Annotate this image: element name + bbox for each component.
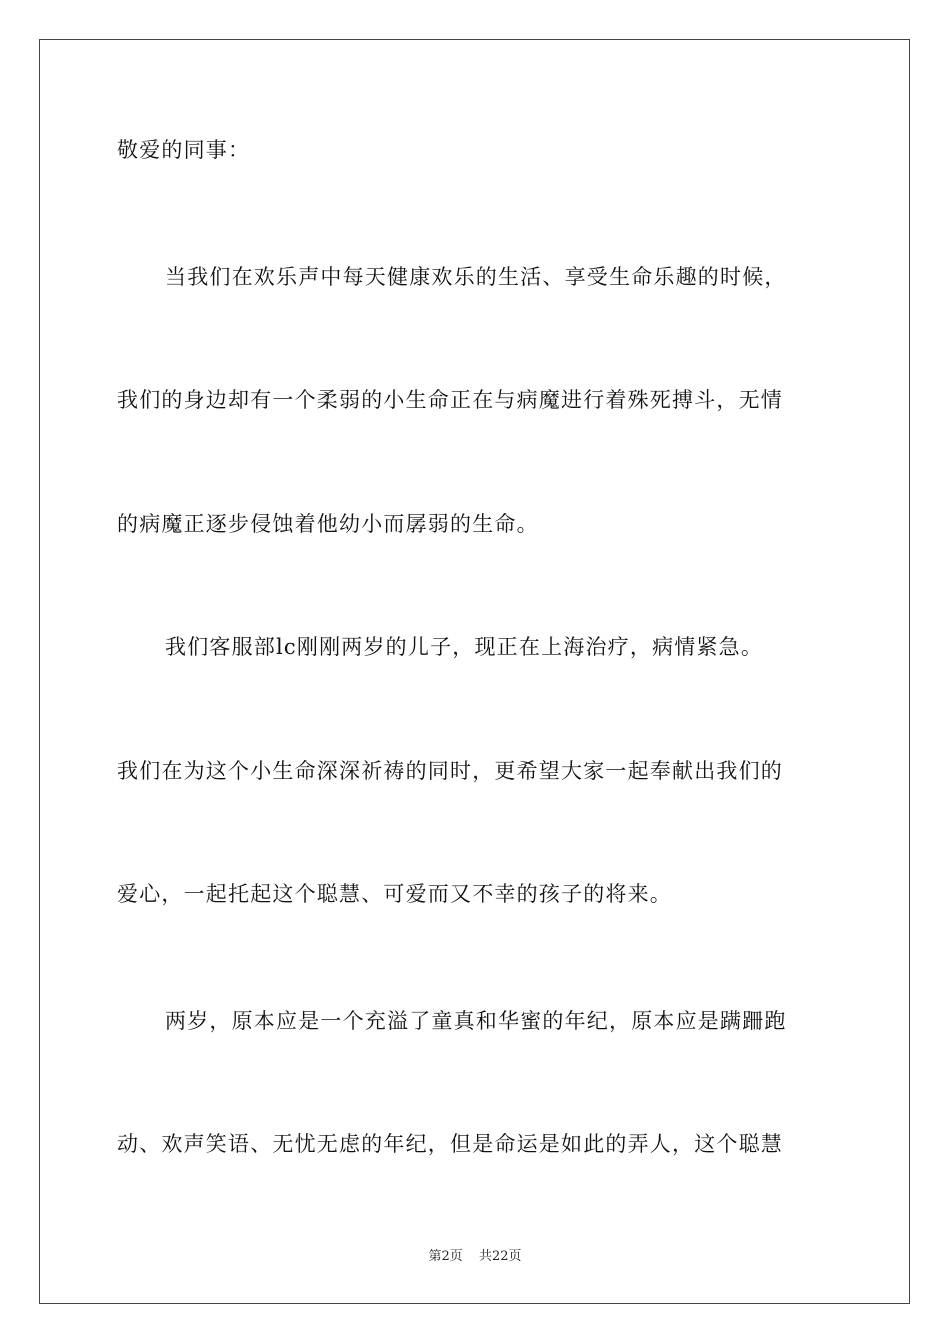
paragraph-line: 当我们在欢乐声中每天健康欢乐的生活、享受生命乐趣的时候， [165,265,787,289]
paragraph-line: 我们的身边却有一个柔弱的小生命正在与病魔进行着殊死搏斗，无情 [117,388,783,412]
paragraph-line: 两岁，原本应是一个充溢了童真和华蜜的年纪，原本应是蹒跚跑 [165,1009,787,1033]
paragraph-line: 我们客服部lc刚刚两岁的儿子，现正在上海治疗，病情紧急。 [165,635,764,659]
page-number: 第2页 [428,1249,463,1264]
paragraph-line: 动、欢声笑语、无忧无虑的年纪，但是命运是如此的弄人，这个聪慧 [117,1132,783,1156]
paragraph-line: 我们在为这个小生命深深祈祷的同时，更希望大家一起奉献出我们的 [117,759,783,783]
salutation-line: 敬爱的同事： [117,138,251,162]
page-footer [0,1248,950,1266]
page-frame [39,39,910,1304]
paragraph-line: 的病魔正逐步侵蚀着他幼小而孱弱的生命。 [117,512,539,536]
paragraph-line: 爱心，一起托起这个聪慧、可爱而又不幸的孩子的将来。 [117,882,672,906]
total-pages: 共22页 [478,1249,522,1264]
